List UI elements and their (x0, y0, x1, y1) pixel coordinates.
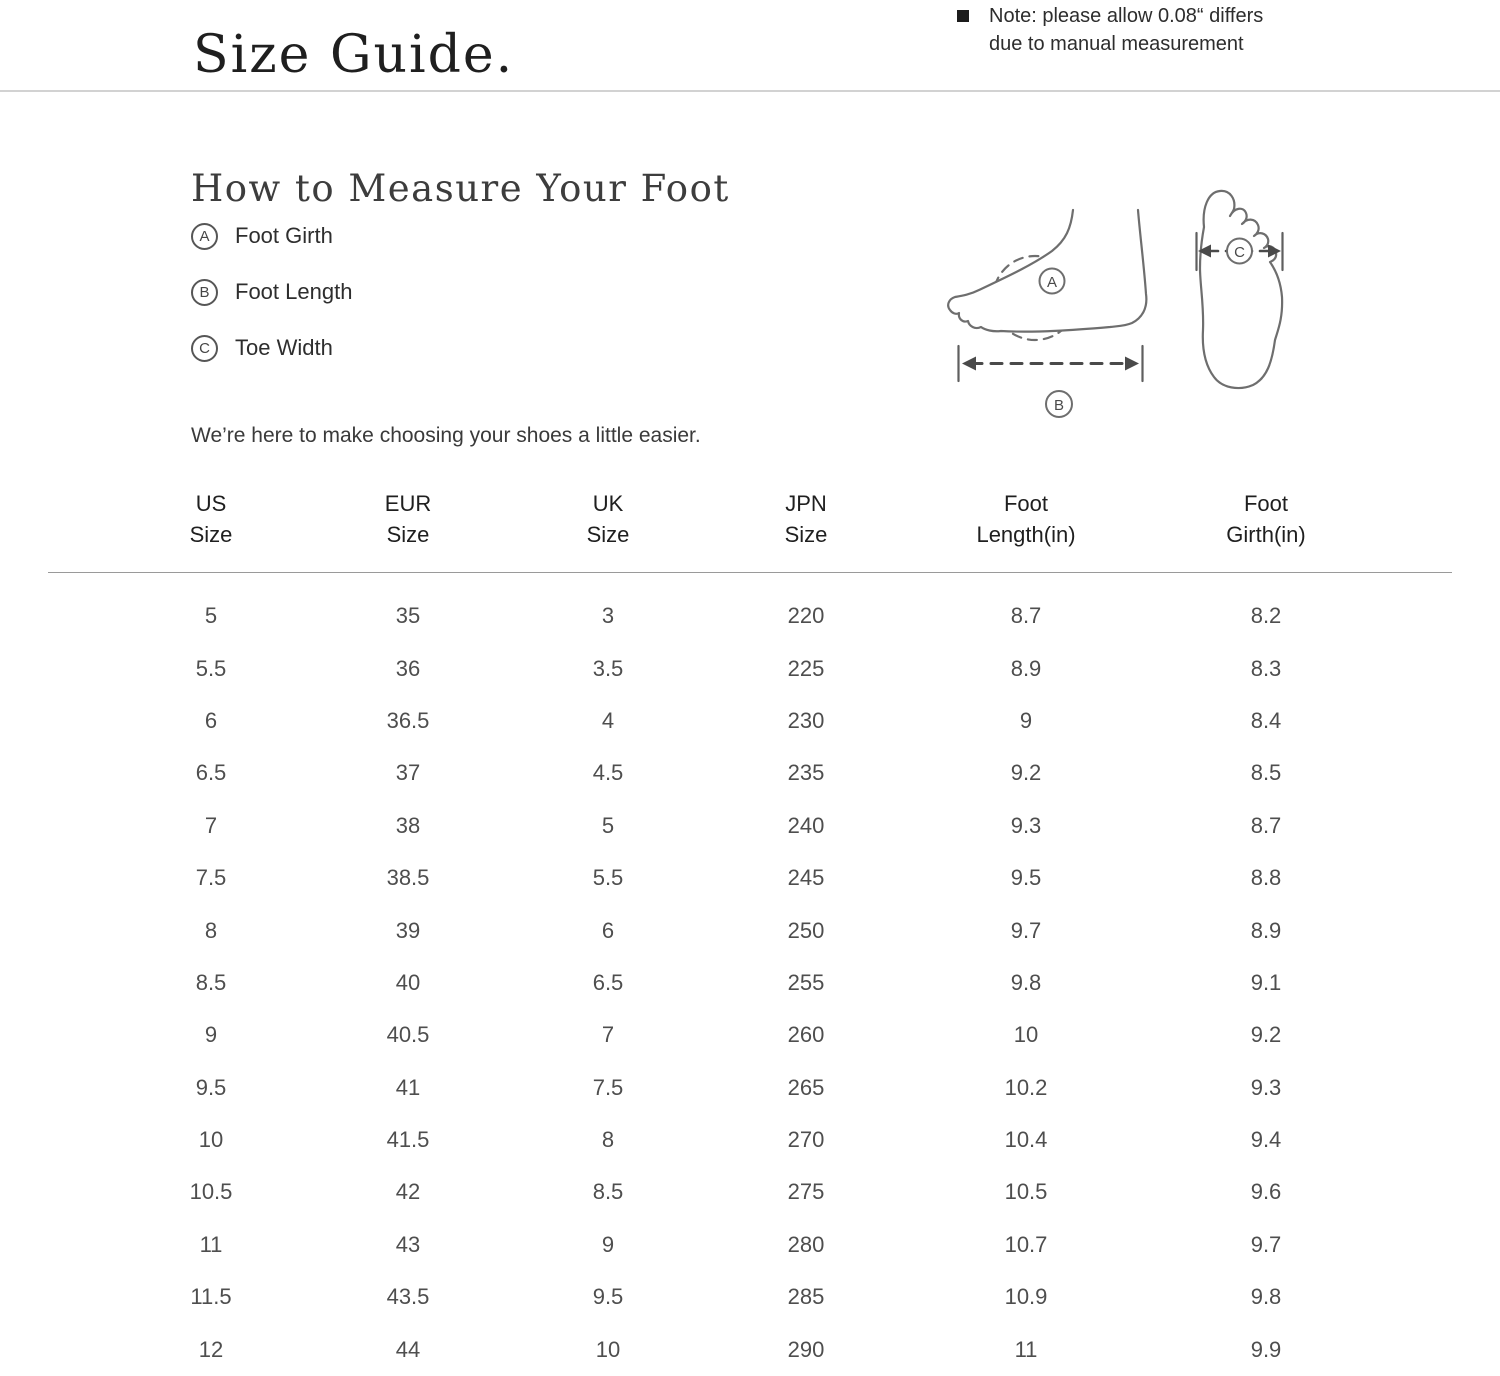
header-line: US (195, 491, 227, 516)
column-header-foot-length (838, 488, 1214, 550)
eur-size-cell: 36.5 (386, 707, 430, 733)
eur-size-cell: 40 (395, 969, 421, 995)
header-line: Size (784, 522, 828, 547)
legend-label: Foot Length (235, 279, 353, 304)
eur-size-cell: 42 (395, 1179, 421, 1205)
foot-length-cell: 10.5 (1004, 1179, 1048, 1205)
jpn-size-cell: 290 (787, 1336, 825, 1362)
eur-size-cell: 43 (395, 1231, 421, 1257)
column-header-us-size (48, 488, 374, 550)
header-line: JPN (785, 491, 827, 516)
jpn-size-cell: 255 (787, 969, 825, 995)
column-header-jpn-size (774, 488, 838, 550)
size-table-row (48, 590, 1452, 642)
foot-measurement-diagram (925, 180, 1305, 430)
size-table-row (48, 1323, 1452, 1375)
page-title: Size Guide. (193, 24, 515, 85)
uk-size-cell: 5.5 (592, 865, 624, 891)
size-table-body (48, 590, 1452, 1376)
foot-length-cell: 9.7 (1010, 917, 1042, 943)
uk-size-cell: 3.5 (592, 655, 624, 681)
jpn-size-cell: 260 (787, 1022, 825, 1048)
foot-length-cell: 10.9 (1004, 1284, 1048, 1310)
eur-size-cell: 43.5 (386, 1284, 430, 1310)
size-table-row (48, 1009, 1452, 1061)
size-table-row (48, 1219, 1452, 1271)
size-table-row (48, 1062, 1452, 1114)
jpn-size-cell: 235 (787, 760, 825, 786)
table-header-divider (48, 572, 1452, 573)
header-line: Size (189, 522, 233, 547)
eur-size-cell: 39 (395, 917, 421, 943)
foot-girth-cell: 8.8 (1250, 865, 1282, 891)
column-header-eur-size (374, 488, 442, 550)
eur-size-cell: 44 (395, 1336, 421, 1362)
header-line: Size (386, 522, 430, 547)
column-header-foot-girth (1214, 488, 1318, 550)
eur-size-cell: 41 (395, 1074, 421, 1100)
foot-length-cell: 11 (1014, 1336, 1038, 1362)
foot-length-cell: 10.7 (1004, 1231, 1048, 1257)
jpn-size-cell: 270 (787, 1127, 825, 1153)
header-divider (0, 90, 1500, 92)
length-arrowhead-left (962, 357, 976, 371)
legend-label: Foot Girth (235, 223, 333, 248)
us-size-cell: 11.5 (190, 1284, 232, 1310)
circled-letter-a-icon: A (191, 223, 218, 250)
uk-size-cell: 4 (601, 707, 615, 733)
foot-girth-cell: 8.3 (1250, 655, 1282, 681)
foot-girth-cell: 9.8 (1250, 1284, 1282, 1310)
size-table-row (48, 1166, 1452, 1218)
length-arrowhead-right (1125, 357, 1139, 371)
note-text (989, 2, 1263, 58)
foot-length-cell: 8.7 (1010, 603, 1042, 629)
size-table-row (48, 747, 1452, 799)
us-size-cell: 8.5 (195, 969, 227, 995)
jpn-size-cell: 280 (787, 1231, 825, 1257)
foot-bottom-view (1200, 191, 1282, 388)
eur-size-cell: 37 (395, 760, 421, 786)
eur-size-cell: 41.5 (386, 1127, 430, 1153)
tagline: We’re here to make choosing your shoes a little easier. (191, 424, 701, 447)
header-line: Length(in) (976, 522, 1076, 547)
foot-length-cell: 9 (1019, 707, 1033, 733)
size-table-row (48, 642, 1452, 694)
foot-girth-cell: 9.6 (1250, 1179, 1282, 1205)
eur-size-cell: 38.5 (386, 865, 430, 891)
size-table-row (48, 904, 1452, 956)
foot-length-cell: 9.3 (1010, 812, 1042, 838)
foot-girth-cell: 9.9 (1250, 1336, 1282, 1362)
foot-length-cell: 9.8 (1010, 969, 1042, 995)
note-line-1: Note: please allow 0.08“ differs (989, 5, 1264, 27)
circled-letter-c-icon: C (191, 335, 218, 362)
uk-size-cell: 3 (601, 603, 615, 629)
size-table-row (48, 800, 1452, 852)
uk-size-cell: 4.5 (592, 760, 624, 786)
column-header-uk-size (442, 488, 774, 550)
foot-girth-cell: 8.7 (1250, 812, 1282, 838)
foot-length-cell: 9.2 (1010, 760, 1042, 786)
uk-size-cell: 6 (601, 917, 615, 943)
size-table-header (48, 488, 1452, 550)
uk-size-cell: 5 (601, 812, 615, 838)
uk-size-cell: 8 (601, 1127, 615, 1153)
legend-item-toe-width (191, 334, 352, 362)
jpn-size-cell: 245 (787, 865, 825, 891)
legend-item-foot-girth (191, 222, 352, 250)
us-size-cell: 6 (204, 707, 218, 733)
jpn-size-cell: 275 (787, 1179, 825, 1205)
header-line: Foot (1243, 491, 1289, 516)
foot-length-cell: 10.2 (1004, 1074, 1048, 1100)
eur-size-cell: 35 (395, 603, 421, 629)
us-size-cell: 8 (204, 917, 218, 943)
foot-girth-cell: 8.2 (1250, 603, 1282, 629)
size-table-row (48, 852, 1452, 904)
size-table-row (48, 957, 1452, 1009)
jpn-size-cell: 225 (787, 655, 825, 681)
foot-girth-cell: 8.9 (1250, 917, 1282, 943)
label-b: B (1053, 397, 1065, 414)
size-table (48, 488, 1452, 1376)
foot-girth-cell: 9.7 (1250, 1231, 1282, 1257)
square-bullet-icon (957, 10, 969, 22)
us-size-cell: 10.5 (189, 1179, 233, 1205)
us-size-cell: 6.5 (195, 760, 227, 786)
us-size-cell: 11 (199, 1231, 223, 1257)
foot-girth-cell: 9.3 (1250, 1074, 1282, 1100)
foot-girth-cell: 8.5 (1250, 760, 1282, 786)
foot-girth-cell: 9.2 (1250, 1022, 1282, 1048)
foot-girth-cell: 8.4 (1250, 707, 1282, 733)
jpn-size-cell: 250 (787, 917, 825, 943)
legend-item-foot-length (191, 278, 352, 306)
header-line: Size (586, 522, 630, 547)
eur-size-cell: 40.5 (386, 1022, 430, 1048)
uk-size-cell: 10 (595, 1336, 621, 1362)
us-size-cell: 9 (204, 1022, 218, 1048)
us-size-cell: 7.5 (195, 865, 227, 891)
header-line: Foot (1003, 491, 1049, 516)
measurement-legend (191, 222, 352, 390)
us-size-cell: 10 (198, 1127, 224, 1153)
size-table-row (48, 1114, 1452, 1166)
header-line: UK (592, 491, 624, 516)
jpn-size-cell: 265 (787, 1074, 825, 1100)
uk-size-cell: 7 (601, 1022, 615, 1048)
section-heading: How to Measure Your Foot (191, 166, 730, 210)
us-size-cell: 5.5 (195, 655, 227, 681)
uk-size-cell: 9 (601, 1231, 615, 1257)
uk-size-cell: 8.5 (592, 1179, 624, 1205)
foot-length-cell: 8.9 (1010, 655, 1042, 681)
size-table-row (48, 1271, 1452, 1323)
note-line-2: due to manual measurement (989, 33, 1244, 55)
foot-length-cell: 10 (1013, 1022, 1039, 1048)
jpn-size-cell: 285 (787, 1284, 825, 1310)
legend-label: Toe Width (235, 335, 333, 360)
foot-length-cell: 9.5 (1010, 865, 1042, 891)
circled-letter-b-icon: B (191, 279, 218, 306)
label-c: C (1234, 244, 1245, 261)
eur-size-cell: 38 (395, 812, 421, 838)
jpn-size-cell: 220 (787, 603, 825, 629)
size-table-row (48, 695, 1452, 747)
foot-girth-cell: 9.1 (1250, 969, 1282, 995)
uk-size-cell: 6.5 (592, 969, 624, 995)
measurement-note (957, 2, 1263, 58)
uk-size-cell: 7.5 (592, 1074, 624, 1100)
foot-girth-cell: 9.4 (1250, 1127, 1282, 1153)
label-a: A (1046, 274, 1058, 291)
us-size-cell: 9.5 (195, 1074, 227, 1100)
eur-size-cell: 36 (395, 655, 421, 681)
us-size-cell: 5 (204, 603, 218, 629)
header-line: Girth(in) (1226, 522, 1306, 547)
us-size-cell: 7 (204, 812, 218, 838)
us-size-cell: 12 (198, 1336, 224, 1362)
header-line: EUR (384, 491, 432, 516)
foot-length-cell: 10.4 (1004, 1127, 1048, 1153)
jpn-size-cell: 230 (787, 707, 825, 733)
uk-size-cell: 9.5 (592, 1284, 624, 1310)
jpn-size-cell: 240 (787, 812, 825, 838)
